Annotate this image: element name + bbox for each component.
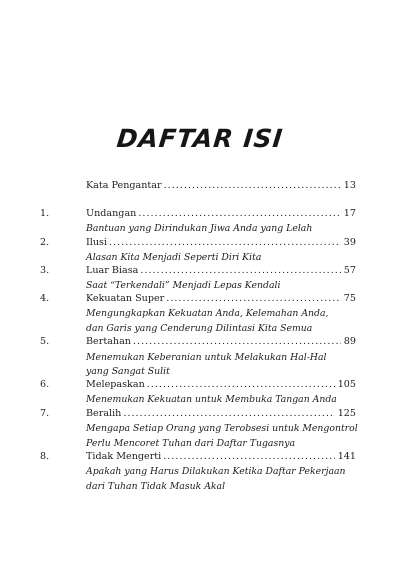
toc-entry-subtitle: dari Tuhan Tidak Masuk Akal: [86, 481, 226, 492]
toc-entry-page: 89: [343, 336, 356, 347]
toc-entry-number: 1.: [40, 208, 50, 219]
toc-entry-subtitle: dan Garis yang Cenderung Dilintasi Kita Semua: [86, 323, 313, 334]
dot-leader: [123, 407, 334, 421]
dot-leader: [140, 264, 340, 278]
toc-entry-subtitle: Menemukan Kekuatan untuk Membuka Tangan Anda: [86, 394, 337, 405]
toc-entry-subtitle: yang Sangat Sulit: [86, 366, 170, 377]
toc-entry-label: Bertahan: [86, 336, 131, 347]
toc-entry-number: 6.: [40, 379, 50, 390]
toc-entry-page: 39: [343, 237, 356, 248]
dot-leader: [163, 450, 334, 464]
toc-entry-label: Kekuatan Super: [86, 293, 165, 304]
toc-entry-subtitle: Bantuan yang Dirindukan Jiwa Anda yang Lelah: [86, 223, 313, 234]
toc-entry-page: 125: [337, 408, 356, 419]
toc-entry-label: Kata Pengantar: [86, 180, 162, 191]
toc-entry-page: 13: [343, 180, 356, 191]
page-title: DAFTAR ISI: [115, 124, 285, 153]
dot-leader: [166, 292, 341, 306]
toc-entry-number: 8.: [40, 451, 50, 462]
toc-entry-number: 3.: [40, 265, 50, 276]
toc-entry-label: Ilusi: [86, 237, 108, 248]
toc-entry-page: 17: [343, 208, 356, 219]
toc-entry-number: 7.: [40, 408, 50, 419]
toc-entry-subtitle: Mengapa Setiap Orang yang Terobsesi untuk Mengontrol: [86, 423, 358, 434]
toc-entry-7: [40, 407, 356, 421]
toc-entry-label: Tidak Mengerti: [86, 451, 162, 462]
toc-entry-3: [40, 264, 356, 278]
toc-entry-subtitle: Saat “Terkendali” Menjadi Lepas Kendali: [86, 280, 281, 291]
toc-entry-label: Beralih: [86, 408, 122, 419]
toc-entry-1: [40, 207, 356, 221]
toc-entry-subtitle: Alasan Kita Menjadi Seperti Diri Kita: [86, 252, 262, 263]
toc-entry-label: Melepaskan: [86, 379, 145, 390]
toc-entry-4: [40, 292, 356, 306]
toc-entry-5: [40, 335, 356, 349]
toc-entry-page: 75: [343, 293, 356, 304]
dot-leader: [109, 236, 341, 250]
toc-entry-6: [40, 378, 356, 392]
dot-leader: [147, 378, 335, 392]
toc-entry-page: 105: [337, 379, 356, 390]
toc-entry-kata-pengantar: [86, 179, 356, 193]
toc-entry-subtitle: Menemukan Keberanian untuk Melakukan Hal-Hal: [86, 352, 327, 363]
toc-entry-number: 4.: [40, 293, 50, 304]
toc-entry-label: Undangan: [86, 208, 137, 219]
toc-entry-subtitle: Mengungkapkan Kekuatan Anda, Kelemahan Anda,: [86, 308, 329, 319]
toc-entry-subtitle: Perlu Mencoret Tuhan dari Daftar Tugasnya: [86, 438, 296, 449]
dot-leader: [164, 179, 341, 193]
dot-leader: [138, 207, 340, 221]
toc-entry-number: 2.: [40, 237, 50, 248]
toc-entry-page: 57: [343, 265, 356, 276]
dot-leader: [133, 335, 341, 349]
toc-entry-2: [40, 236, 356, 250]
toc-entry-number: 5.: [40, 336, 50, 347]
toc-entry-8: [40, 450, 356, 464]
toc-entry-page: 141: [337, 451, 356, 462]
toc-entry-subtitle: Apakah yang Harus Dilakukan Ketika Daftar Pekerjaan: [86, 466, 346, 477]
toc-entry-label: Luar Biasa: [86, 265, 139, 276]
